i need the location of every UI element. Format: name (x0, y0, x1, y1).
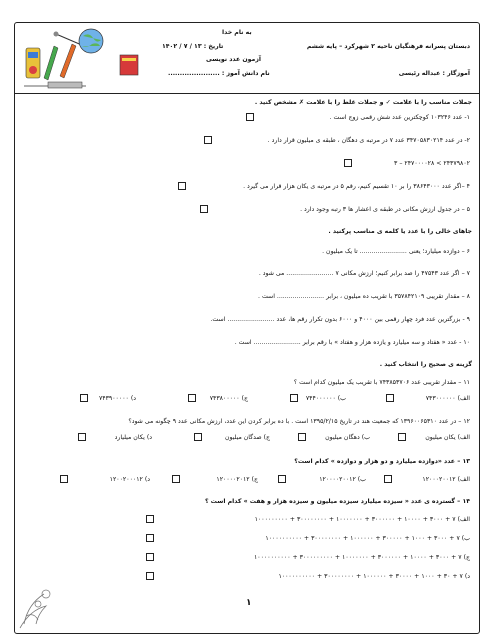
q13-option-d[interactable]: د) ۱۲۰۰۲۰۰۰۱۲ (109, 476, 150, 483)
q5-answer-box[interactable] (200, 205, 208, 213)
q5-text: ۵ – در جدول ارزش مکانی در طبقه ی اعشار ها ۳ رتبه وجود دارد . (300, 206, 470, 213)
student-name-field[interactable]: نام دانش آموز : ...................... (168, 70, 270, 77)
floral-ornament (16, 580, 76, 632)
q14-option-a[interactable]: الف) ۷ + ۳۰۰۰ + ۱۰۰۰۰ + ۳۰۰۰۰۰۰ + ۱۰۰۰۰۰۰۰ + ۳۰۰۰۰۰۰۰۰ + ۱۰۰۰۰۰۰۰۰۰ (254, 516, 470, 523)
q14-text: ۱۴ – گسترده ی عدد « سیزده میلیارد سیزده میلیون و سیزده هزار و هفت » کدام است ؟ (204, 498, 470, 505)
q9-text: ۹ - بزرگترین عدد فرد چهار رقمی بین ۴۰۰۰ و ۶۰۰۰ بدون تکرار رقم ها، عدد ........................ است. (210, 316, 470, 323)
q4-text: ۴ –اگر عدد ۳۸۶۴۳۰۰۰ را بر ۱۰ تقسیم کنیم، رقم ۵ در مرتبه ی یکان هزار قرار می گیرد . (243, 183, 470, 190)
q1-text: ۱- عدد ۱۰۳۲۴۶ کوچکترین عدد شش رقمی زوج است . (329, 114, 470, 121)
q13-option-c[interactable]: ج) ۱۲۰۰۰۰۲۰۱۲ (216, 476, 258, 483)
exam-title: آزمون عدد نویسی (206, 56, 262, 63)
q14-box-c[interactable] (146, 553, 154, 561)
q12-option-c[interactable]: ج) صدگان میلیون (224, 434, 270, 441)
q11-box-b[interactable] (290, 394, 298, 402)
q11-text: ۱۱ – مقدار تقریبی عدد ۷۴۳۸۵۳۷۰۶ با تقریب یک میلیون کدام است ؟ (293, 379, 470, 386)
q1-answer-box[interactable] (246, 113, 254, 121)
q13-option-a[interactable]: الف) ۱۲۰۰۰۲۰۰۱۲ (422, 476, 470, 483)
q11-option-b[interactable]: ب) ۷۴۴۰۰۰۰۰۰ (305, 395, 346, 402)
globe-illustration (74, 24, 108, 58)
q11-option-c[interactable]: ج) ۷۴۳۸۰۰۰۰۰ (209, 395, 248, 402)
teacher-name: آموزگار : عبداله رئیسی (398, 70, 470, 77)
q13-option-b[interactable]: ب) ۱۲۰۰۰۰۲۰۰۱۲ (319, 476, 366, 483)
q12-option-b[interactable]: ب) دهگان میلیون (325, 434, 370, 441)
q10-text: ۱۰ - عدد « هفتاد و سه میلیارد و یازده هزار و هفتاد » با رقم برابر ........................ است . (234, 339, 470, 346)
q3-text: ۳ – ۲۴۷۰۰۰۰۲۸ < ۲۴۳۷۹۸۰۲ (394, 160, 470, 167)
exam-date: تاریخ : ۱۳ / ۷ / ۱۴۰۲ (162, 43, 224, 50)
q13-box-a[interactable] (384, 475, 392, 483)
q14-box-d[interactable] (146, 572, 154, 580)
q13-box-d[interactable] (60, 475, 68, 483)
q11-option-a[interactable]: الف) ۷۴۳۰۰۰۰۰۰ (425, 395, 470, 402)
q8-text: ۸ – مقدار تقریبی ۳۵۷۸۴۲۱۰۹ با تقریب ده میلیون ، برابر ........................ است . (258, 293, 470, 300)
q3-answer-box[interactable] (344, 159, 352, 167)
q11-box-d[interactable] (80, 394, 88, 402)
q13-box-b[interactable] (278, 475, 286, 483)
q14-box-a[interactable] (146, 515, 154, 523)
q12-box-d[interactable] (78, 433, 86, 441)
q12-option-a[interactable]: الف) یکان میلیون (425, 434, 470, 441)
section1-title: جملات مناسب را با علامت ✓ و جملات غلط را با علامت ✗ مشخص کنید . (254, 99, 472, 106)
page-number: ۱ (246, 598, 252, 608)
q12-box-c[interactable] (194, 433, 202, 441)
q12-text: ۱۲ – در عدد ۱۳۹۶۰۰۶۵۳۱۰ که جمعیت هند در تاریخ ۱۳۹۵/۲/۱۵ است . با ده برابر کردن این عدد، ارزش مکانی عدد ۹ چگونه می شود؟ (128, 418, 470, 425)
q2-text: ۲- در عدد ۳۴۷۰۵۸۳۰۲۱۴ عدد ۷ در مرتبه ی دهگان ، طبقه ی میلیون قرار دارد . (267, 137, 470, 144)
q4-answer-box[interactable] (178, 182, 186, 190)
q12-option-d[interactable]: د) یکان میلیارد (114, 434, 152, 441)
q14-option-c[interactable]: ج) ۷ + ۳۰۰۰ + ۱۰۰۰۰ + ۳۰۰۰۰۰۰ + ۱۰۰۰۰۰۰۰ + ۳۰۰۰۰۰۰۰۰۰ + ۱۰۰۰۰۰۰۰۰۰۰ (253, 554, 470, 561)
q6-text: ۶ – دوازده میلیارد؛ یعنی ........................ تا یک میلیون . (322, 248, 470, 255)
q14-box-b[interactable] (146, 534, 154, 542)
book-illustration (118, 52, 142, 78)
q2-answer-box[interactable] (204, 136, 212, 144)
q14-option-d[interactable]: د) ۷ + ۳۰ + ۱۰۰۰ + ۳۰۰۰۰ + ۱۰۰۰۰۰۰ + ۳۰۰۰۰۰۰۰۰ + ۱۰۰۰۰۰۰۰۰۰۰ (278, 573, 470, 580)
q14-option-b[interactable]: ب) ۷ + ۳۰۰۰ + ۱۰۰۰ + ۳۰۰۰۰۰ + ۱۰۰۰۰۰۰ + ۳۰۰۰۰۰۰۰۰ + ۱۰۰۰۰۰۰۰۰۰۰ (265, 535, 470, 542)
q13-box-c[interactable] (172, 475, 180, 483)
q13-text: ۱۳ – عدد «دوازده میلیارد و دو هزار و دوازده » کدام است؟ (294, 458, 470, 465)
q12-box-a[interactable] (398, 433, 406, 441)
q11-box-c[interactable] (188, 394, 196, 402)
q11-option-d[interactable]: د) ۷۴۳۹۰۰۰۰۰ (98, 395, 136, 402)
q7-text: ۷ – اگر عدد ۴۷۵۴۳ را صد برابر کنیم؛ ارزش مکانی ۷ ........................ می شود . (258, 270, 470, 277)
school-name: دبستان پسرانه فرهنگیان ناحیه ۲ شهرکرد – پایه ششم (306, 43, 470, 50)
q12-box-b[interactable] (298, 433, 306, 441)
section3-title: گزینه ی صحیح را انتخاب کنید . (379, 361, 472, 368)
bismillah: به نام خدا (222, 29, 252, 36)
q11-box-a[interactable] (386, 394, 394, 402)
section2-title: جاهای خالی را با عدد یا کلمه ی مناسب پرکنید . (328, 228, 472, 235)
